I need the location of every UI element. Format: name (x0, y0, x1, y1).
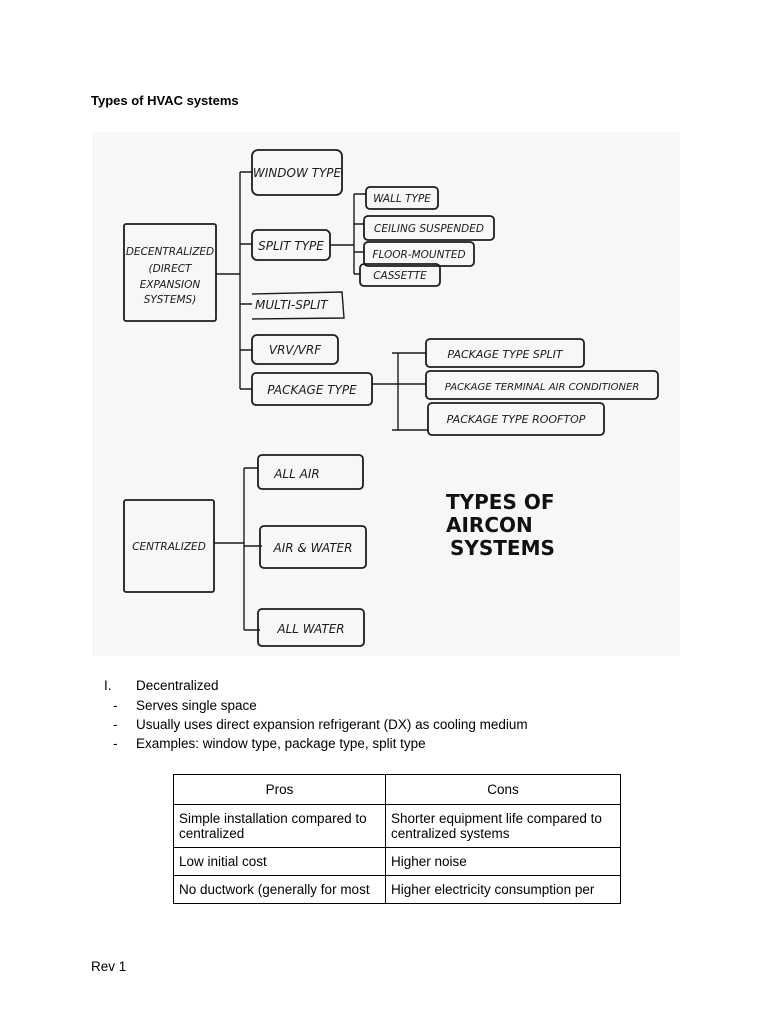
pros-header: Pros (174, 775, 386, 805)
hvac-diagram-svg (92, 132, 680, 656)
table-cell: Higher electricity consumption per (386, 876, 621, 904)
bullet-dash: - (113, 717, 118, 732)
diagram-title-line2: AIRCON (446, 513, 533, 537)
outline-numeral: I. (104, 678, 112, 693)
bullet-text: Serves single space (136, 698, 257, 713)
decentralized-label-line2: (DIRECT (148, 263, 192, 275)
cassette-label: CASSETTE (373, 270, 427, 282)
decentralized-label-line1: DECENTRALIZED (125, 246, 215, 258)
table-header-row (174, 775, 621, 805)
table-cell: Shorter equipment life compared to centralized systems (386, 805, 621, 848)
outline-title: Decentralized (136, 678, 219, 693)
all-water-label: ALL WATER (277, 622, 345, 636)
centralized-trunk-line (214, 468, 244, 630)
page-heading: Types of HVAC systems (91, 93, 239, 108)
all-air-label: ALL AIR (274, 467, 320, 481)
table-cell: No ductwork (generally for most (174, 876, 386, 904)
vrv-label: VRV/VRF (268, 343, 322, 357)
page-footer: Rev 1 (91, 959, 127, 974)
table-row (174, 848, 621, 876)
split-trunk-line (330, 194, 354, 274)
table-cell: Higher noise (386, 848, 621, 876)
decentralized-branch-lines (240, 172, 252, 389)
centralized-label: CENTRALIZED (132, 541, 206, 553)
ceiling-suspended-label: CEILING SUSPENDED (374, 223, 484, 235)
decentralized-trunk-line (216, 172, 240, 389)
pros-cons-table (173, 774, 621, 904)
package-type-rooftop-label: PACKAGE TYPE ROOFTOP (446, 413, 586, 426)
table-cell: Simple installation compared to centralized (174, 805, 386, 848)
bullet-dash: - (113, 736, 118, 751)
floor-mounted-label: FLOOR-MOUNTED (372, 249, 466, 261)
hvac-diagram-sketch (92, 132, 680, 656)
bullet-text: Usually uses direct expansion refrigerant (DX) as cooling medium (136, 717, 528, 732)
decentralized-label-line3: EXPANSION (139, 279, 201, 291)
bullet-dash: - (113, 698, 118, 713)
table-row (174, 876, 621, 904)
multi-split-label: MULTI-SPLIT (255, 298, 328, 312)
decentralized-label-line4: SYSTEMS) (143, 294, 197, 306)
ptac-label: PACKAGE TERMINAL AIR CONDITIONER (444, 382, 640, 393)
window-type-label: WINDOW TYPE (252, 166, 342, 180)
package-type-split-label: PACKAGE TYPE SPLIT (447, 348, 563, 361)
air-water-label: AIR & WATER (273, 541, 353, 555)
split-type-label: SPLIT TYPE (258, 239, 324, 253)
cons-header: Cons (386, 775, 621, 805)
diagram-title-line3: SYSTEMS (450, 536, 555, 560)
table-cell: Low initial cost (174, 848, 386, 876)
package-type-label: PACKAGE TYPE (267, 383, 357, 397)
wall-type-label: WALL TYPE (373, 193, 431, 205)
diagram-title-line1: TYPES OF (446, 490, 555, 514)
table-row (174, 805, 621, 848)
bullet-text: Examples: window type, package type, split type (136, 736, 426, 751)
package-trunk-line (372, 353, 398, 430)
